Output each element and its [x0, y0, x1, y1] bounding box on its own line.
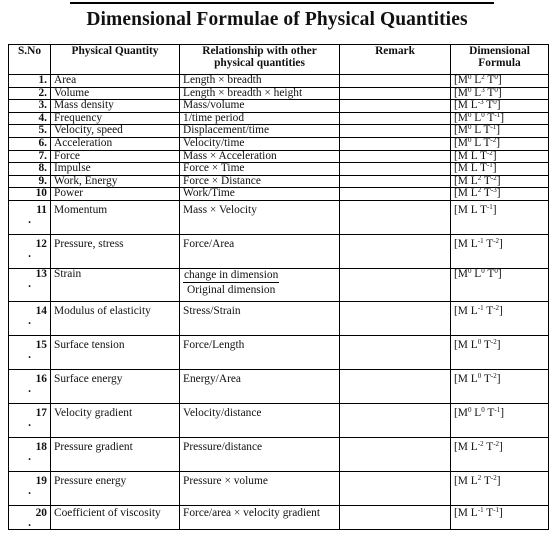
exponent: 0: [494, 85, 498, 94]
table-body: [9, 75, 549, 530]
exponent: -2: [490, 135, 497, 144]
row-physical-quantity: Surface tension: [51, 335, 180, 369]
row-dimensional-formula: [M L $T^{-1}$]: [451, 163, 549, 176]
row-relationship: Length × breadth × height: [180, 87, 340, 100]
row-relationship: Force × Distance: [180, 175, 340, 188]
page-title: Dimensional Formulae of Physical Quantities: [86, 9, 468, 30]
exponent: -2: [490, 337, 497, 346]
sno-dot: .: [28, 484, 31, 497]
table-row: [9, 234, 549, 268]
row-remark: [340, 335, 451, 369]
row-dimensional-formula: [$M^0$ $L^0$ $T^{-1}$]: [451, 403, 549, 437]
row-sno: [9, 437, 51, 471]
row-dimensional-formula: [M $L^{-1}$ $T^{-1}$]: [451, 505, 549, 529]
row-physical-quantity: Pressure gradient: [51, 437, 180, 471]
sno-text: 15: [35, 338, 47, 351]
header-physical-quantity: Physical Quantity: [51, 45, 180, 75]
row-physical-quantity: Area: [51, 75, 180, 88]
table-row: [9, 175, 549, 188]
row-remark: [340, 150, 451, 163]
table-row: [9, 505, 549, 529]
row-physical-quantity: Pressure energy: [51, 471, 180, 505]
row-sno: [9, 268, 51, 301]
row-dimensional-formula: [$M^0$ L $T^{-2}$]: [451, 137, 549, 150]
sno-text: 7.: [38, 149, 47, 162]
row-remark: [340, 137, 451, 150]
row-dimensional-formula: [M $L^0$ $T^{-2}$]: [451, 335, 549, 369]
sno-text: 17: [35, 406, 47, 419]
header-sno: S.No: [9, 45, 51, 75]
table-row: [9, 369, 549, 403]
row-dimensional-formula: [$M^0$ $L^0$ $T^0$]: [451, 268, 549, 301]
sno-text: 8.: [38, 162, 47, 175]
sno-text: 13: [35, 267, 47, 280]
row-sno: [9, 200, 51, 234]
exponent: -2: [490, 473, 497, 482]
sno-text: 10: [35, 187, 47, 200]
sno-text: 18: [35, 440, 47, 453]
row-physical-quantity: Modulus of elasticity: [51, 301, 180, 335]
exponent: 0: [477, 337, 482, 346]
sno-text: 19: [35, 474, 47, 487]
sno-text: 16: [35, 372, 47, 385]
row-physical-quantity: Power: [51, 188, 180, 201]
exponent: -1: [493, 505, 500, 514]
row-sno: [9, 100, 51, 113]
row-dimensional-formula: [M L $T^{-2}$]: [451, 150, 549, 163]
row-sno: [9, 369, 51, 403]
row-remark: [340, 100, 451, 113]
row-sno: [9, 188, 51, 201]
exponent: 2: [477, 473, 482, 482]
row-relationship: Mass × Velocity: [180, 200, 340, 234]
exponent: -2: [493, 439, 500, 448]
exponent: 0: [467, 73, 472, 81]
exponent: 0: [467, 123, 472, 132]
row-dimensional-formula: [M $L^0$ $T^{-2}$]: [451, 369, 549, 403]
row-dimensional-formula: [$M^0$ L $T^{-1}$]: [451, 125, 549, 138]
exponent: -3: [490, 186, 497, 195]
exponent: -1: [477, 505, 484, 514]
relation-denominator: Original dimension: [187, 283, 276, 296]
exponent: 3: [481, 85, 485, 94]
table-row: [9, 471, 549, 505]
exponent: 0: [467, 266, 472, 275]
table-row: [9, 150, 549, 163]
row-relationship: Force/area × velocity gradient: [180, 505, 340, 529]
table-row: [9, 437, 549, 471]
row-physical-quantity: Pressure, stress: [51, 234, 180, 268]
exponent: -1: [477, 303, 484, 312]
header-remark: Remark: [340, 45, 451, 75]
row-remark: [340, 403, 451, 437]
header-dimensional-formula: Dimensional Formula: [451, 45, 549, 75]
row-sno: [9, 87, 51, 100]
row-dimensional-formula: [M $L^2$ $T^{-2}$]: [451, 471, 549, 505]
row-physical-quantity: Acceleration: [51, 137, 180, 150]
exponent: -1: [486, 202, 493, 211]
sno-text: 12: [35, 237, 47, 250]
exponent: 0: [467, 405, 472, 414]
row-physical-quantity: Strain: [51, 268, 180, 301]
row-relationship: Pressure × volume: [180, 471, 340, 505]
exponent: -2: [490, 173, 497, 182]
exponent: 0: [481, 266, 485, 275]
row-sno: [9, 403, 51, 437]
row-sno: [9, 75, 51, 88]
exponent: 0: [481, 405, 485, 414]
row-physical-quantity: Work, Energy: [51, 175, 180, 188]
table-row: [9, 137, 549, 150]
row-physical-quantity: Mass density: [51, 100, 180, 113]
row-dimensional-formula: [M $L^{-1}$ $T^{-2}$]: [451, 301, 549, 335]
row-sno: [9, 301, 51, 335]
top-rule: [70, 2, 494, 4]
sno-dot: .: [28, 277, 31, 290]
table-row: [9, 87, 549, 100]
table-row: [9, 200, 549, 234]
row-remark: [340, 87, 451, 100]
exponent: -2: [486, 148, 493, 157]
row-sno: [9, 335, 51, 369]
exponent: -2: [493, 236, 500, 245]
row-remark: [340, 471, 451, 505]
row-relationship: Force/Area: [180, 234, 340, 268]
row-sno: [9, 234, 51, 268]
table-row: [9, 335, 549, 369]
row-remark: [340, 505, 451, 529]
sno-text: 20: [35, 506, 47, 519]
row-sno: [9, 175, 51, 188]
sno-dot: .: [28, 416, 31, 429]
sno-text: 2.: [38, 86, 47, 99]
row-physical-quantity: Momentum: [51, 200, 180, 234]
row-relationship: Force × Time: [180, 163, 340, 176]
table-row: [9, 301, 549, 335]
row-physical-quantity: Surface energy: [51, 369, 180, 403]
exponent: -1: [486, 161, 493, 170]
row-sno: [9, 505, 51, 529]
row-remark: [340, 163, 451, 176]
exponent: 2: [481, 73, 485, 81]
sno-dot: .: [28, 348, 31, 361]
row-dimensional-formula: [M $L^2$ $T^{-3}$]: [451, 188, 549, 201]
row-relationship: Displacement/time: [180, 125, 340, 138]
exponent: -1: [477, 236, 484, 245]
sno-dot: .: [28, 516, 31, 529]
row-relationship: 1/time period: [180, 112, 340, 125]
sno-dot: .: [28, 213, 31, 226]
row-remark: [340, 301, 451, 335]
sno-text: 1.: [38, 74, 47, 86]
row-remark: [340, 437, 451, 471]
exponent: -2: [493, 303, 500, 312]
row-remark: [340, 268, 451, 301]
row-relationship: Velocity/distance: [180, 403, 340, 437]
row-dimensional-formula: [$M^0$ $L^3$ $T^0$]: [451, 87, 549, 100]
sno-text: 4.: [38, 111, 47, 124]
sno-dot: .: [28, 314, 31, 327]
row-relationship: Energy/Area: [180, 369, 340, 403]
dimensional-formula-table: [8, 44, 549, 530]
row-physical-quantity: Frequency: [51, 112, 180, 125]
row-relationship: Work/Time: [180, 188, 340, 201]
row-sno: [9, 125, 51, 138]
row-dimensional-formula: [M $L^{-3}$ $T^0$]: [451, 100, 549, 113]
exponent: 0: [493, 98, 497, 107]
sno-text: 5.: [38, 124, 47, 137]
table-row: [9, 163, 549, 176]
exponent: 0: [467, 85, 472, 94]
row-remark: [340, 188, 451, 201]
row-relationship: Force/Length: [180, 335, 340, 369]
row-relationship: Length × breadth: [180, 75, 340, 88]
row-remark: [340, 112, 451, 125]
row-remark: [340, 75, 451, 88]
exponent: -2: [477, 439, 484, 448]
exponent: 0: [494, 266, 498, 275]
table-row: [9, 403, 549, 437]
row-relationship: Stress/Strain: [180, 301, 340, 335]
row-relationship: Mass/volume: [180, 100, 340, 113]
row-physical-quantity: Force: [51, 150, 180, 163]
row-remark: [340, 125, 451, 138]
row-physical-quantity: Volume: [51, 87, 180, 100]
row-relationship: Mass × Acceleration: [180, 150, 340, 163]
exponent: -1: [494, 405, 501, 414]
sno-dot: .: [28, 382, 31, 395]
exponent: 2: [477, 173, 482, 182]
sno-text: 11: [36, 203, 47, 216]
sno-dot: .: [28, 247, 31, 260]
row-sno: [9, 163, 51, 176]
row-dimensional-formula: [$M^0$ $L^2$ $T^0$]: [451, 75, 549, 88]
row-dimensional-formula: [M $L^{-2}$ $T^{-2}$]: [451, 437, 549, 471]
sno-dot: .: [28, 450, 31, 463]
row-sno: [9, 112, 51, 125]
row-dimensional-formula: [M $L^2$ $T^{-2}$]: [451, 175, 549, 188]
relation-numerator: change in dimension: [184, 268, 279, 281]
row-relationship: [180, 268, 340, 301]
row-dimensional-formula: [M L $T^{-1}$]: [451, 200, 549, 234]
row-remark: [340, 234, 451, 268]
table-row: [9, 188, 549, 201]
row-dimensional-formula: [M $L^{-1}$ $T^{-2}$]: [451, 234, 549, 268]
row-physical-quantity: Coefficient of viscosity: [51, 505, 180, 529]
row-sno: [9, 471, 51, 505]
sno-text: 6.: [38, 136, 47, 149]
exponent: 0: [481, 110, 485, 119]
table-header-row: [9, 45, 549, 75]
exponent: 2: [477, 186, 482, 195]
row-physical-quantity: Velocity, speed: [51, 125, 180, 138]
row-remark: [340, 200, 451, 234]
row-sno: [9, 137, 51, 150]
exponent: 0: [467, 110, 472, 119]
exponent: 0: [477, 371, 482, 380]
exponent: -1: [490, 123, 497, 132]
exponent: -2: [490, 371, 497, 380]
table-row: [9, 268, 549, 301]
row-sno: [9, 150, 51, 163]
exponent: 0: [467, 135, 472, 144]
row-relationship: Pressure/distance: [180, 437, 340, 471]
sno-text: 9.: [38, 174, 47, 187]
row-relationship: Velocity/time: [180, 137, 340, 150]
exponent: -3: [477, 98, 484, 107]
row-dimensional-formula: [$M^0$ $L^0$ $T^{-1}$]: [451, 112, 549, 125]
row-remark: [340, 175, 451, 188]
row-physical-quantity: Velocity gradient: [51, 403, 180, 437]
header-relationship: Relationship with other physical quantities: [180, 45, 340, 75]
exponent: 0: [494, 73, 498, 81]
row-physical-quantity: Impulse: [51, 163, 180, 176]
row-remark: [340, 369, 451, 403]
sno-text: 14: [35, 304, 47, 317]
sno-text: 3.: [38, 99, 47, 112]
exponent: -1: [494, 110, 501, 119]
